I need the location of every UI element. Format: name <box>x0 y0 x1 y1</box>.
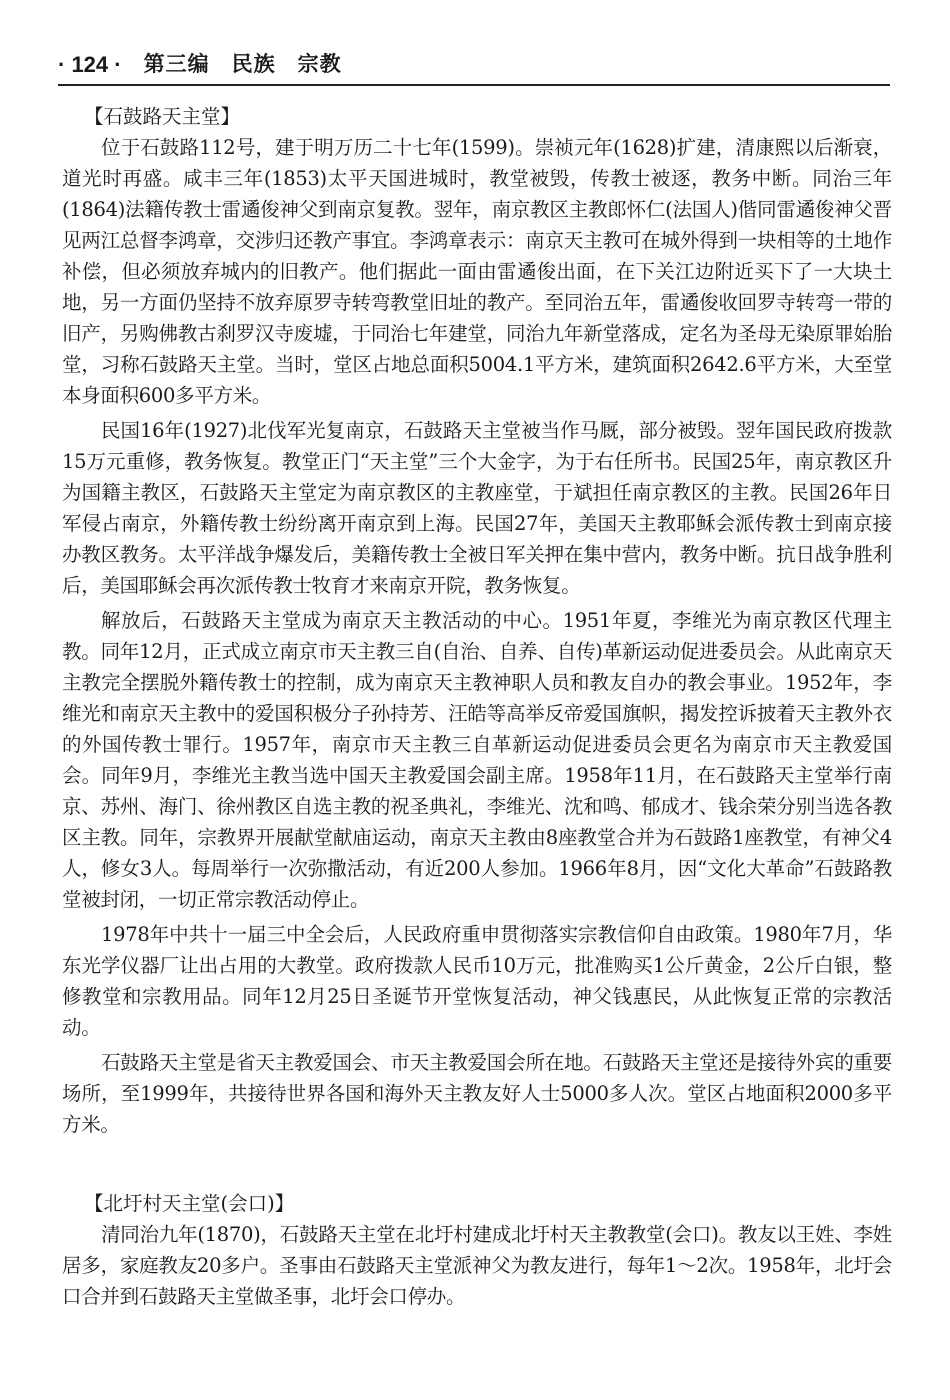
section-title: 【石鼓路天主堂】 <box>84 105 241 128</box>
page-header <box>58 46 890 86</box>
chapter-title: 第三编 民族 宗教 <box>143 52 342 76</box>
page-body <box>62 101 892 1312</box>
section-shigulu-church <box>62 101 892 1140</box>
section-spacer <box>62 1140 892 1188</box>
page-number: · 124 · <box>58 52 122 77</box>
paragraph: 解放后，石鼓路天主堂成为南京天主教活动的中心。1951年夏，李维光为南京教区代理主教。同年12月，正式成立南京市天主教三自(自治、自养、自传)革新运动促进委员会。从此南京天主教完全摆脱外籍传教士的控制，成为南京天主教神职人员和教友自办的教会事业。1952年，李维光和南京天主教中的爱国积极分子孙持芳、汪皓等高举反帝爱国旗帜，揭发控诉披着天主教外衣的外国传教士罪行。1957年，南京市天主教三自革新运动促进委员会更名为南京市天主教爱国会。同年9月，李维光主教当选中国天主教爱国会副主席。1958年11月，在石鼓路天主堂举行南京、苏州、海门、徐州教区自选主教的祝圣典礼，李维光、沈和鸣、郁成才、钱余荣分别当选各教区主教。同年，宗教界开展献堂献庙运动，南京天主教由8座教堂合并为石鼓路1座教堂，有神父4人，修女3人。每周举行一次弥撒活动，有近200人参加。1966年8月，因“文化大革命”石鼓路教堂被封闭，一切正常宗教活动停止。 <box>62 609 892 911</box>
paragraph: 石鼓路天主堂是省天主教爱国会、市天主教爱国会所在地。石鼓路天主堂还是接待外宾的重要场所，至1999年，共接待世界各国和海外天主教友好人士5000多人次。堂区占地面积2000多平方米。 <box>62 1051 892 1136</box>
section-beiyucun-church <box>62 1188 892 1312</box>
paragraph: 1978年中共十一届三中全会后，人民政府重申贯彻落实宗教信仰自由政策。1980年7月，华东光学仪器厂让出占用的大教堂。政府拨款人民币10万元，批准购买1公斤黄金，2公斤白银，整修教堂和宗教用品。同年12月25日圣诞节开堂恢复活动，神父钱惠民，从此恢复正常的宗教活动。 <box>62 923 892 1039</box>
paragraph: 民国16年(1927)北伐军光复南京，石鼓路天主堂被当作马厩，部分被毁。翌年国民政府拨款15万元重修，教务恢复。教堂正门“天主堂”三个大金字，为于右任所书。民国25年，南京教区升为国籍主教区，石鼓路天主堂定为南京教区的主教座堂，于斌担任南京教区的主教。民国26年日军侵占南京，外籍传教士纷纷离开南京到上海。民国27年，美国天主教耶稣会派传教士到南京接办教区教务。太平洋战争爆发后，美籍传教士全被日军关押在集中营内，教务中断。抗日战争胜利后，美国耶稣会再次派传教士牧育才来南京开院，教务恢复。 <box>62 419 892 597</box>
paragraph: 清同治九年(1870)，石鼓路天主堂在北圩村建成北圩村天主教教堂(会口)。教友以王姓、李姓居多，家庭教友20多户。圣事由石鼓路天主堂派神父为教友进行，每年1～2次。1958年，北圩会口合并到石鼓路天主堂做圣事，北圩会口停办。 <box>62 1223 892 1308</box>
paragraph: 位于石鼓路112号，建于明万历二十七年(1599)。崇祯元年(1628)扩建，清康熙以后渐衰，道光时再盛。咸丰三年(1853)太平天国进城时，教堂被毁，传教士被逐，教务中断。同治三年(1864)法籍传教士雷遹俊神父到南京复教。翌年，南京教区主教郎怀仁(法国人)偕同雷遹俊神父晋见两江总督李鸿章，交涉归还教产事宜。李鸿章表示：南京天主教可在城外得到一块相等的土地作补偿，但必须放弃城内的旧教产。他们据此一面由雷遹俊出面，在下关江边附近买下了一大块土地，另一方面仍坚持不放弃原罗寺转弯教堂旧址的教产。至同治五年，雷遹俊收回罗寺转弯一带的旧产，另购佛教古刹罗汉寺废墟，于同治七年建堂，同治九年新堂落成，定名为圣母无染原罪始胎堂，习称石鼓路天主堂。当时，堂区占地总面积5004.1平方米，建筑面积2642.6平方米，大至堂本身面积600多平方米。 <box>62 136 892 407</box>
section-title: 【北圩村天主堂(会口)】 <box>84 1192 295 1215</box>
